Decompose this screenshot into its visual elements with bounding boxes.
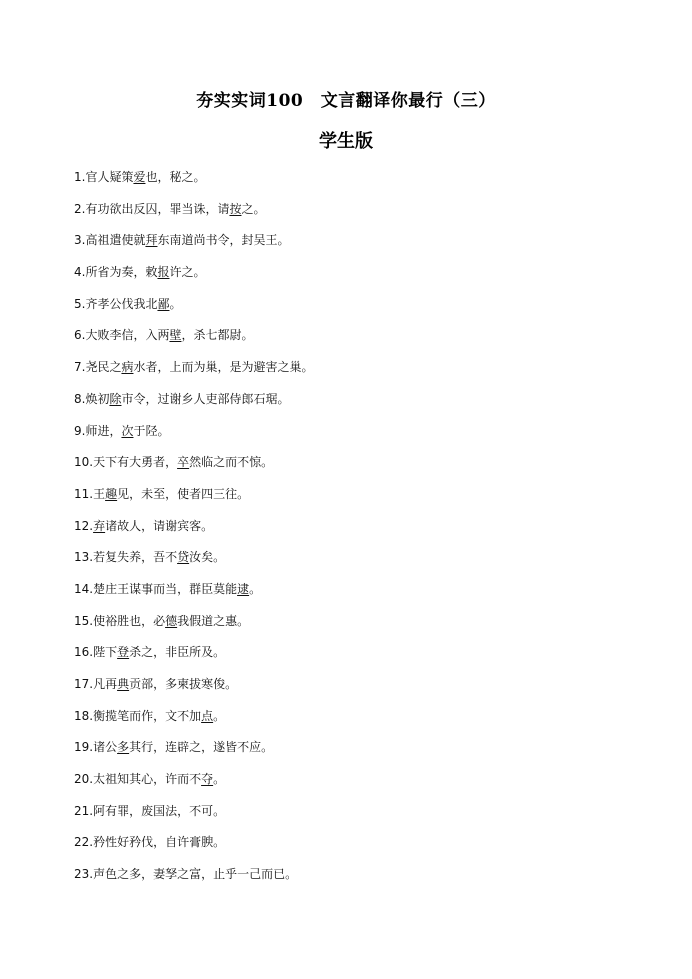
sentence-end: 杀之，非臣所及。 <box>129 645 226 660</box>
sentence-end: 。 <box>213 708 226 723</box>
underlined-keyword: 鄙 <box>157 296 170 311</box>
underlined-keyword: 多 <box>117 740 130 755</box>
sentence-start: 16.陛下 <box>74 645 118 660</box>
list-item <box>74 546 634 578</box>
sentence-start: 22.矜性好矜伐，自许膏腴。 <box>74 835 226 850</box>
list-item <box>74 483 634 515</box>
list-item <box>74 166 634 198</box>
list-item <box>74 388 634 420</box>
list-item <box>74 293 634 325</box>
underlined-keyword: 报 <box>157 265 170 280</box>
underlined-keyword: 点 <box>201 708 214 723</box>
underlined-keyword: 典 <box>117 677 130 691</box>
sentence-start: 11.王 <box>74 486 106 501</box>
sentence-start: 20.太祖知其心，许而不 <box>74 772 202 787</box>
sentence-start: 17.凡再 <box>74 677 118 691</box>
list-item <box>74 578 634 610</box>
list-item <box>74 356 634 388</box>
sentence-start: 4.所省为奏，敕 <box>74 265 158 280</box>
sentence-start: 1.官人疑策 <box>74 170 134 184</box>
underlined-keyword: 逮 <box>237 581 250 596</box>
list-item <box>74 451 634 483</box>
list-item <box>74 768 634 800</box>
underlined-keyword: 按 <box>229 201 242 216</box>
underlined-keyword: 登 <box>117 645 130 660</box>
list-item <box>74 673 634 705</box>
underlined-keyword: 弃 <box>93 518 106 533</box>
list-item <box>74 705 634 737</box>
sentence-end: 汝矣。 <box>189 550 226 565</box>
underlined-keyword: 次 <box>121 423 134 438</box>
sentence-end: 于陉。 <box>133 423 170 438</box>
sentence-end: 也，秘之。 <box>145 170 206 184</box>
list-item <box>74 515 634 547</box>
sentence-start: 13.若复失养，吾不 <box>74 550 178 565</box>
sentence-start: 10.天下有大勇者， <box>74 455 178 470</box>
question-list <box>74 166 634 895</box>
list-item <box>74 831 634 863</box>
underlined-keyword: 壁 <box>169 328 182 343</box>
sentence-start: 7.尧民之 <box>74 360 122 375</box>
sentence-start: 21.阿有罪，废国法，不可。 <box>74 803 226 818</box>
sentence-end: 。 <box>169 296 182 311</box>
underlined-keyword: 病 <box>121 360 134 375</box>
sentence-start: 15.使裕胜也，必 <box>74 613 166 628</box>
sentence-start: 8.焕初 <box>74 391 110 406</box>
underlined-keyword: 爱 <box>133 170 146 184</box>
underlined-keyword: 德 <box>165 613 178 628</box>
sentence-end: 许之。 <box>169 265 206 280</box>
sentence-end: 然临之而不惊。 <box>189 455 274 470</box>
sentence-start: 2.有功欲出反囚，罪当诛，请 <box>74 201 230 216</box>
list-item <box>74 420 634 452</box>
list-item <box>74 800 634 832</box>
page-subtitle: 学生版 <box>319 131 373 152</box>
underlined-keyword: 除 <box>109 391 122 406</box>
sentence-end: 水者，上而为巢，是为避害之巢。 <box>133 360 314 375</box>
sentence-start: 19.诸公 <box>74 740 118 755</box>
list-item <box>74 863 634 895</box>
list-item <box>74 261 634 293</box>
sentence-start: 9.师进， <box>74 423 122 438</box>
underlined-keyword: 趣 <box>105 486 118 501</box>
page-title: 夯实实词100 文言翻译你最行（三） <box>196 91 496 111</box>
sentence-start: 23.声色之多，妻孥之富，止乎一己而已。 <box>74 867 298 882</box>
underlined-keyword: 拜 <box>145 233 158 248</box>
sentence-end: 见，未至，使者四三往。 <box>117 486 250 501</box>
list-item <box>74 198 634 230</box>
underlined-keyword: 卒 <box>177 455 190 470</box>
sentence-start: 18.衡揽笔而作，文不加 <box>74 708 202 723</box>
list-item <box>74 229 634 261</box>
underlined-keyword: 夺 <box>201 772 214 787</box>
sentence-start: 6.大败李信，入两 <box>74 328 170 343</box>
sentence-end: 市令，过谢乡人吏部侍郎石琚。 <box>121 391 290 406</box>
underlined-keyword: 贷 <box>177 550 190 565</box>
sentence-end: 诸故人，请谢宾客。 <box>105 518 214 533</box>
sentence-start: 5.齐孝公伐我北 <box>74 296 158 311</box>
list-item <box>74 324 634 356</box>
sentence-end: 。 <box>249 581 262 596</box>
list-item <box>74 736 634 768</box>
sentence-end: 。 <box>213 772 226 787</box>
sentence-end: 我假道之惠。 <box>177 613 250 628</box>
sentence-end: ，杀七都尉。 <box>181 328 254 343</box>
sentence-end: 之。 <box>241 201 266 216</box>
sentence-end: 其行，连辟之，遂皆不应。 <box>129 740 274 755</box>
sentence-start: 3.高祖遣使就 <box>74 233 146 248</box>
list-item <box>74 641 634 673</box>
sentence-start: 14.楚庄王谋事而当，群臣莫能 <box>74 581 238 596</box>
sentence-end: 贡部，多柬拔寒俊。 <box>129 677 238 691</box>
sentence-end: 东南道尚书令，封吴王。 <box>157 233 290 248</box>
list-item <box>74 610 634 642</box>
sentence-start: 12. <box>74 518 94 533</box>
